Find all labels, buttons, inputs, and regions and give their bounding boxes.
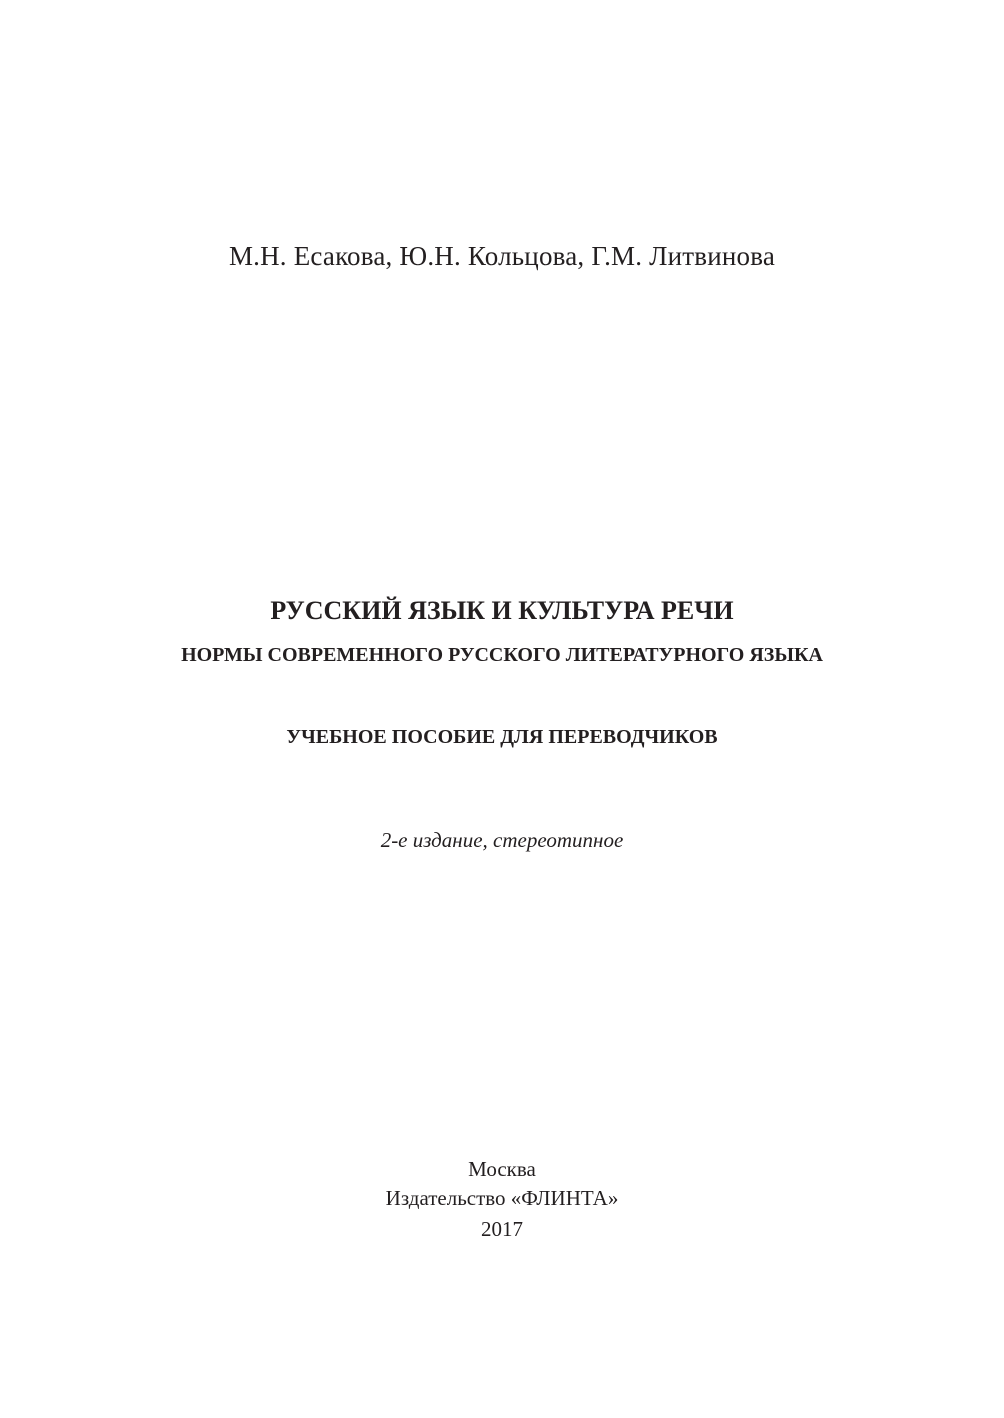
- book-genre: УЧЕБНОЕ ПОСОБИЕ ДЛЯ ПЕРЕВОДЧИКОВ: [286, 726, 718, 748]
- edition-note: 2-е издание, стереотипное: [380, 828, 624, 852]
- imprint-publisher: Издательство «ФЛИНТА»: [385, 1186, 619, 1210]
- book-title: РУССКИЙ ЯЗЫК И КУЛЬТУРА РЕЧИ: [270, 596, 734, 625]
- authors-line: М.Н. Есакова, Ю.Н. Кольцова, Г.М. Литвинова: [228, 241, 776, 271]
- imprint-city: Москва: [468, 1157, 536, 1181]
- imprint-year: 2017: [481, 1217, 523, 1241]
- book-subtitle: НОРМЫ СОВРЕМЕННОГО РУССКОГО ЛИТЕРАТУРНОГО ЯЗЫКА: [181, 644, 823, 666]
